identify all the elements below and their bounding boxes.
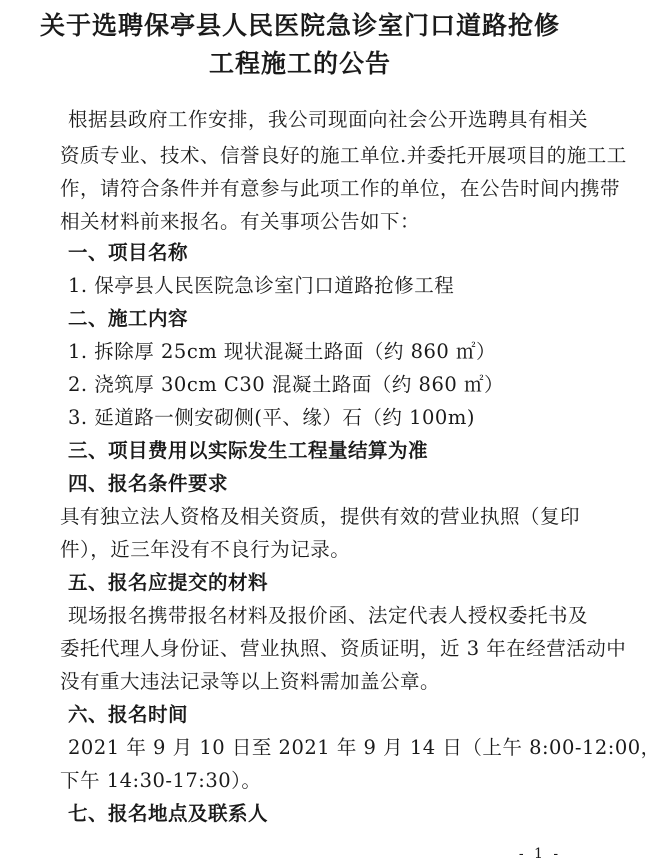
materials-paragraph-line: 没有重大违法记录等以上资料需加盖公章。	[60, 670, 441, 693]
section-heading-project-name: 一、项目名称	[68, 241, 189, 264]
materials-paragraph-line: 现场报名携带报名材料及报价函、法定代表人授权委托书及	[68, 604, 589, 627]
intro-paragraph-line: 作，请符合条件并有意参与此项工作的单位，在公告时间内携带	[60, 177, 621, 200]
page-number: - 1 -	[518, 846, 562, 862]
intro-paragraph-line: 相关材料前来报名。有关事项公告如下：	[60, 210, 421, 233]
intro-paragraph-line: 根据县政府工作安排，我公司现面向社会公开选聘具有相关	[68, 108, 589, 131]
construction-item: 2. 浇筑厚 30cm C30 混凝土路面（约 860 ㎡）	[68, 373, 504, 396]
registration-time-line: 2021 年 9 月 10 日至 2021 年 9 月 14 日（上午 8:00-12:00，	[68, 736, 661, 759]
construction-item: 3. 延道路一侧安砌侧(平、缘）石（约 100m)	[68, 406, 475, 429]
project-name-item: 1. 保亭县人民医院急诊室门口道路抢修工程	[68, 274, 455, 297]
eligibility-paragraph-line: 件），近三年没有不良行为记录。	[60, 538, 351, 561]
section-heading-eligibility: 四、报名条件要求	[68, 472, 229, 495]
document-title-line-2: 工程施工的公告	[208, 49, 391, 78]
section-heading-registration-time: 六、报名时间	[68, 703, 189, 726]
section-heading-required-materials: 五、报名应提交的材料	[68, 571, 269, 594]
section-heading-project-cost: 三、项目费用以实际发生工程量结算为准	[68, 439, 429, 462]
registration-time-line: 下午 14:30-17:30）。	[60, 769, 262, 792]
document-title-line-1: 关于选聘保亭县人民医院急诊室门口道路抢修	[39, 11, 560, 40]
eligibility-paragraph-line: 具有独立法人资格及相关资质，提供有效的营业执照（复印	[60, 505, 581, 528]
section-heading-construction-content: 二、施工内容	[68, 307, 189, 330]
construction-item: 1. 拆除厚 25cm 现状混凝土路面（约 860 ㎡）	[68, 340, 497, 363]
materials-paragraph-line: 委托代理人身份证、营业执照、资质证明，近 3 年在经营活动中	[60, 637, 627, 660]
section-heading-location-contact: 七、报名地点及联系人	[68, 802, 269, 825]
intro-paragraph-line: 资质专业、技术、信誉良好的施工单位.并委托开展项目的施工工	[60, 144, 627, 167]
